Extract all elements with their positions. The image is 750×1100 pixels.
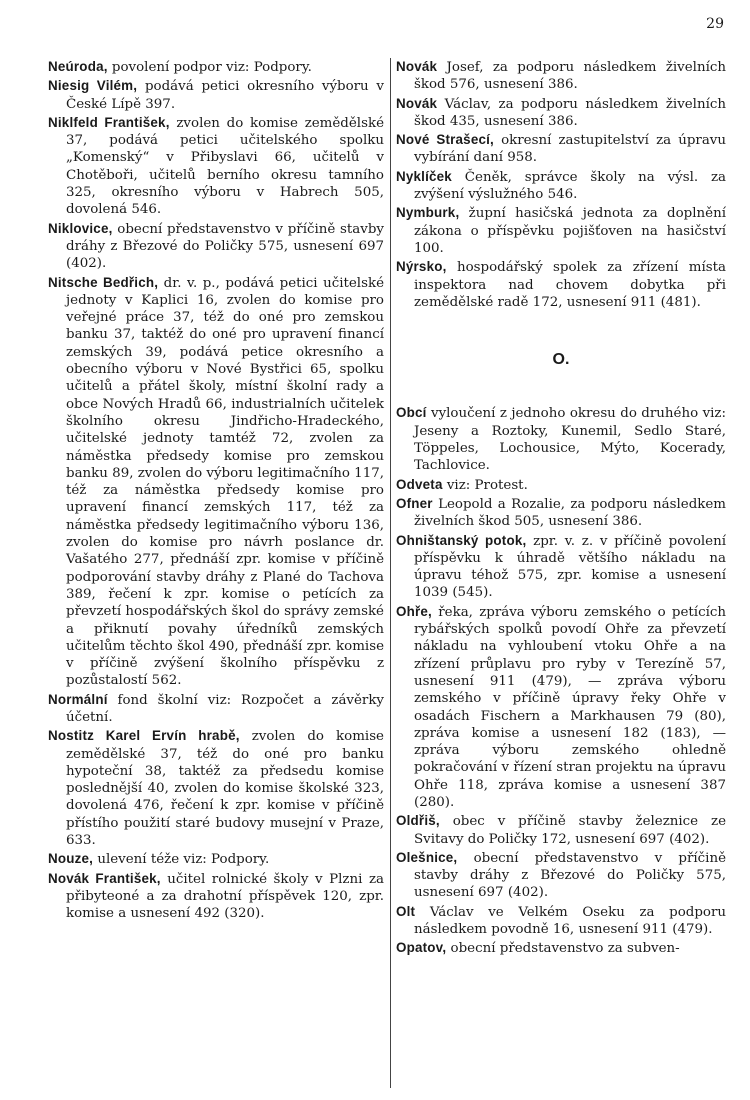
entry-text: fond školní viz: Rozpočet a závěrky účetní. [66, 692, 384, 725]
entry-text: řeka, zpráva výboru zemského o petících rybářských spolků povodí Ohře za převzetí nákladu na vyhloubení vtoku Ohře a na zřízení průplavu pro ryby v Terezíně 57, usnesení 911 (479), — zpráva výboru zemského v příčině úpravy řeky Ohře v osadách Fischern a Markhausen 79 (80), zpráva komise a usnesení 182 (183), — zpráva výboru zemského ohledně pokračování v řízení stran projektu na úpravu Ohře 118, zpráva komise a usnesení 387 (280). [414, 604, 726, 810]
entry-headword: Niesig Vilém, [48, 78, 138, 94]
entry-headword: Nové Strašecí, [396, 132, 494, 148]
index-entry [396, 903, 726, 939]
index-entry [396, 849, 726, 902]
entry-headword: Ofner [396, 495, 433, 511]
entry-headword: Niklfeld František, [48, 114, 170, 130]
index-entry [48, 870, 384, 923]
index-entry [48, 77, 384, 113]
index-entry [48, 58, 384, 76]
entry-headword: Novák [396, 95, 438, 111]
entry-headword: Nyklíček [396, 168, 452, 184]
index-entry [48, 114, 384, 219]
entry-text: vyloučení z jednoho okresu do druhého viz: Jeseny a Roztoky, Kunemil, Sedlo Staré, Töppeles, Lochousice, Mýto, Kocerady, Tachlovice. [414, 406, 726, 474]
entry-headword: Obcí [396, 405, 427, 421]
entry-text: okresní zastupitelství za úpravu vybírání daní 958. [414, 133, 726, 166]
entry-text: Václav, za podporu následkem živelních škod 435, usnesení 386. [414, 96, 726, 129]
entry-text: Václav ve Velkém Oseku za podporu následkem povodně 16, usnesení 911 (479). [414, 904, 726, 938]
column-divider [390, 58, 391, 1088]
entry-headword: Opatov, [396, 940, 447, 956]
entry-headword: Niklovice, [48, 220, 113, 236]
index-entry [396, 532, 726, 602]
index-entry [396, 95, 726, 131]
right-entries-n [396, 58, 726, 311]
index-entry [48, 274, 384, 690]
entry-headword: Normální [48, 691, 108, 707]
entry-headword: Nostitz Karel Ervín hrabě, [48, 728, 240, 744]
page-number: 29 [706, 16, 724, 32]
entry-text: obecní představenstvo v příčině stavby dráhy z Březové do Poličky 575, usnesení 697 (402). [66, 221, 384, 272]
entry-headword: Ohništanský potok, [396, 532, 527, 548]
entry-headword: Nymburk, [396, 205, 460, 221]
entry-headword: Ohře, [396, 603, 432, 619]
entry-text: povolení podpor viz: Podpory. [107, 60, 312, 75]
index-entry [396, 404, 726, 474]
right-entries-o [396, 404, 726, 957]
entry-headword: Nouze, [48, 851, 94, 867]
index-entry [396, 58, 726, 94]
entry-headword: Olt [396, 903, 416, 919]
entry-headword: Nitsche Bedřich, [48, 274, 159, 290]
index-entry [396, 476, 726, 494]
entry-text: obec v příčině stavby železnice ze Svitavy do Poličky 172, usnesení 697 (402). [414, 814, 726, 847]
index-entry [396, 258, 726, 311]
entry-headword: Neúroda, [48, 59, 108, 74]
index-entry [396, 603, 726, 812]
left-column [48, 58, 384, 924]
entry-headword: Nýrsko, [396, 259, 447, 275]
index-entry [48, 727, 384, 849]
entry-text: Josef, za podporu následkem živelních škod 576, usnesení 386. [414, 60, 726, 93]
index-entry [48, 850, 384, 868]
entry-text: zvolen do komise zemědělské 37, podává petici učitelského spolku „Komenský“ v Přibyslavi 66, učitelů v Chotěboři, učitelů berního okresu tamního 325, okresního výboru v Habrech 505, dovolená 546. [66, 115, 384, 218]
index-entry [396, 168, 726, 204]
entry-text: zvolen do komise zemědělské 37, též do oné pro banku hypoteční 38, taktéž za předsedu komise poslednější 40, zvolen do komise školské 323, dovolená 476, řečení k zpr. komise v příčině přístího použití staré budovy musejní v Praze, 633. [66, 729, 384, 849]
entry-text: hospodářský spolek za zřízení místa inspektora nad chovem dobytka při zemědělské radě 172, usnesení 911 (481). [414, 260, 726, 310]
index-entry [396, 495, 726, 531]
entry-headword: Novák František, [48, 870, 161, 886]
index-entry [396, 204, 726, 257]
entry-text: učitel rolnické školy v Plzni za přibyteoné a za drahotní příspěvek 120, zpr. komise a usnesení 492 (320). [66, 871, 384, 922]
section-letter: O. [552, 351, 570, 369]
index-entry [396, 812, 726, 848]
entry-text: dr. v. p., podává petici učitelské jednoty v Kaplici 16, zvolen do komise pro veřejné práce 37, též do oné pro zemskou banku 37, taktéž do oné pro upravení financí zemských 39, podává petice okresního a obecního výboru v Nové Bystřici 65, spolku učitelů a přátel školy, místní školní rady a obce Nových Hradů 66, industrialních učitelek školního okresu Jindřicho-Hradeckého, učitelské jednoty tamtéž 72, zvolen za náměstka předsedy komise pro zemskou banku 89, zvolen do výboru legitimačního 117, též za náměstka předsedy komise pro upravení financí zemských 117, též za náměstka předsedy legitimačního výboru 136, zvolen do komise pro návrh poslance dr. Vašatého 277, přednáší zpr. komise v příčině podporování stavby dráhy z Plané do Tachova 389, řečení k zpr. komise o petících za převzetí hospodářských škol do správy zemské a přiknutí povahy úředníků zemských učitelům těchto škol 490, přednáší zpr. komise v příčině zvýšení školního příspěvku z pozůstalostí 562. [66, 275, 385, 689]
entry-text: viz: Protest. [442, 477, 528, 493]
entry-text: podává petici okresního výboru v České Lípě 397. [66, 79, 384, 112]
entry-headword: Novák [396, 59, 438, 74]
entry-text: Leopold a Rozalie, za podporu následkem živelních škod 505, usnesení 386. [414, 496, 726, 530]
entry-text: ulevení téže viz: Podpory. [93, 852, 270, 868]
entry-headword: Oldřiš, [396, 813, 440, 829]
entry-text: župní hasičská jednota za doplnění zákona o příspěvku pojišťoven na hasičství 100. [414, 206, 726, 256]
entry-headword: Olešnice, [396, 849, 458, 865]
right-column [396, 58, 726, 959]
entry-headword: Odveta [396, 476, 443, 492]
entry-text: obecní představenstvo v příčině stavby dráhy z Březové do Poličky 575, usnesení 697 (402). [414, 850, 726, 901]
index-entry [396, 939, 726, 957]
index-entry [48, 220, 384, 273]
entry-text: zpr. v. z. v příčině povolení příspěvku k úhradě většího nákladu na úpravu téhož 575, zpr. komise a usnesení 1039 (545). [414, 533, 726, 601]
entry-text: obecní představenstvo za subven- [446, 941, 680, 957]
index-entry [48, 691, 384, 727]
entry-text: Čeněk, správce školy na výsl. za zvýšení výslužného 546. [414, 169, 726, 203]
index-entry [396, 131, 726, 167]
